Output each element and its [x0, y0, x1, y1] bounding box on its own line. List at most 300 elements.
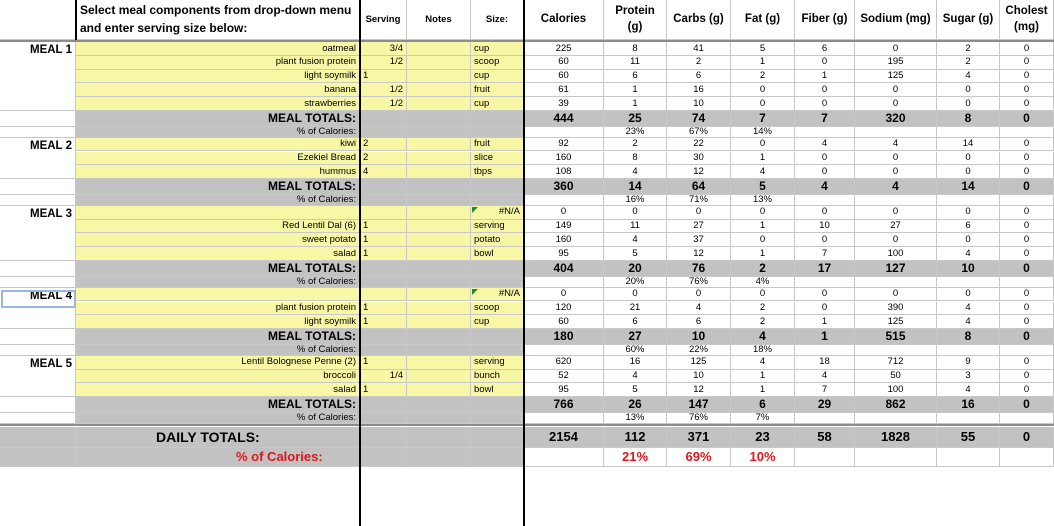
nutrient-cell: 4	[937, 70, 1000, 84]
food-cell[interactable]: Lentil Bolognese Penne (2)	[76, 356, 360, 370]
nutrient-cell: 60	[524, 70, 604, 84]
error-flag-icon	[472, 207, 478, 213]
blank-cell	[0, 111, 76, 127]
nutrient-cell: 2	[731, 302, 795, 316]
nutrient-cell: 160	[524, 152, 604, 166]
daily-total-cell: 0	[1000, 427, 1054, 448]
food-cell[interactable]: salad	[76, 247, 360, 261]
meal-totals-label: MEAL TOTALS:	[76, 179, 360, 195]
nutrient-cell: 1	[731, 370, 795, 384]
nutrient-cell: 50	[855, 370, 937, 384]
food-cell[interactable]	[76, 288, 360, 302]
blank-cell	[795, 195, 855, 206]
nutrient-cell: 4	[667, 302, 731, 316]
serving-cell[interactable]: 1	[360, 302, 407, 316]
meal-totals-label: MEAL TOTALS:	[76, 111, 360, 127]
daily-total-cell: 2154	[524, 427, 604, 448]
blank-cell	[795, 277, 855, 288]
meal-total-cell: 8	[937, 329, 1000, 345]
meal-percent-cell: 22%	[667, 345, 731, 356]
notes-cell[interactable]	[407, 233, 471, 247]
nutrient-cell: 195	[855, 56, 937, 70]
nutrient-cell: 4	[795, 370, 855, 384]
nutrient-cell: 11	[604, 56, 667, 70]
nutrient-cell: 6	[667, 315, 731, 329]
blank-cell	[0, 195, 76, 206]
size-cell: #N/A	[471, 288, 524, 302]
blank-cell	[407, 345, 471, 356]
pct-calories-label: % of Calories:	[76, 277, 360, 288]
nutrient-cell: 12	[667, 383, 731, 397]
nutrient-cell: 390	[855, 302, 937, 316]
serving-cell[interactable]: 1/2	[360, 97, 407, 111]
nutrient-cell: 0	[795, 288, 855, 302]
blank-cell	[937, 277, 1000, 288]
meal-total-cell: 4	[795, 179, 855, 195]
nutrient-cell: 0	[795, 83, 855, 97]
nutrient-cell: 0	[731, 206, 795, 220]
meal-total-cell: 515	[855, 329, 937, 345]
blank-cell	[407, 413, 471, 424]
nutrient-cell: 0	[937, 206, 1000, 220]
meal-total-cell: 0	[1000, 111, 1054, 127]
nutrient-cell: 22	[667, 138, 731, 152]
blank-cell	[0, 127, 76, 138]
food-cell[interactable]: light soymilk	[76, 315, 360, 329]
nutrient-cell: 27	[855, 220, 937, 234]
nutrient-cell: 1	[731, 56, 795, 70]
food-cell[interactable]: salad	[76, 383, 360, 397]
blank-cell	[0, 448, 76, 467]
sodium-header: Sodium (mg)	[855, 0, 937, 40]
nutrient-cell: 10	[667, 370, 731, 384]
fat-header: Fat (g)	[731, 0, 795, 40]
nutrient-cell: 0	[937, 152, 1000, 166]
nutrient-cell: 0	[795, 56, 855, 70]
notes-cell[interactable]	[407, 56, 471, 70]
nutrient-cell: 0	[855, 152, 937, 166]
corner-cell	[0, 0, 76, 40]
meal-total-cell: 0	[1000, 179, 1054, 195]
daily-percent-cell: 69%	[667, 448, 731, 467]
blank-cell	[360, 277, 407, 288]
nutrient-cell: 149	[524, 220, 604, 234]
nutrient-cell: 0	[1000, 206, 1054, 220]
nutrient-cell: 7	[795, 383, 855, 397]
nutrient-cell: 12	[667, 247, 731, 261]
nutrient-cell: 1	[795, 70, 855, 84]
nutrient-cell: 0	[855, 206, 937, 220]
meal-total-cell: 29	[795, 397, 855, 413]
size-cell: serving	[471, 220, 524, 234]
blank-cell	[360, 111, 407, 127]
meal-percent-cell: 20%	[604, 277, 667, 288]
serving-cell[interactable]: 3/4	[360, 42, 407, 56]
nutrient-cell: 0	[795, 302, 855, 316]
meal-total-cell: 14	[937, 179, 1000, 195]
sugar-header: Sugar (g)	[937, 0, 1000, 40]
serving-cell[interactable]: 1	[360, 356, 407, 370]
meal-percent-cell: 60%	[604, 345, 667, 356]
meal-total-cell: 76	[667, 261, 731, 277]
blank-cell	[855, 448, 937, 467]
nutrient-cell: 9	[937, 356, 1000, 370]
nutrient-cell: 0	[1000, 42, 1054, 56]
blank-cell	[407, 261, 471, 277]
blank-cell	[471, 427, 524, 448]
notes-cell[interactable]	[407, 315, 471, 329]
meal-percent-cell: 7%	[731, 413, 795, 424]
food-cell[interactable]: banana	[76, 83, 360, 97]
daily-totals-label: DAILY TOTALS:	[76, 427, 360, 448]
size-cell: scoop	[471, 56, 524, 70]
nutrient-cell: 0	[1000, 288, 1054, 302]
notes-cell[interactable]	[407, 302, 471, 316]
blank-cell	[795, 413, 855, 424]
nutrient-cell: 2	[667, 56, 731, 70]
nutrient-cell: 16	[604, 356, 667, 370]
blank-cell	[1000, 345, 1054, 356]
notes-cell[interactable]	[407, 165, 471, 179]
blank-cell	[855, 195, 937, 206]
daily-pct-label: % of Calories:	[76, 448, 360, 467]
meal-total-cell: 0	[1000, 261, 1054, 277]
meal-total-cell: 1	[795, 329, 855, 345]
nutrient-cell: 95	[524, 247, 604, 261]
serving-cell[interactable]: 1	[360, 233, 407, 247]
meal-percent-cell: 4%	[731, 277, 795, 288]
nutrient-cell: 7	[795, 247, 855, 261]
size-cell: slice	[471, 152, 524, 166]
meal-total-cell: 320	[855, 111, 937, 127]
meal-total-cell: 16	[937, 397, 1000, 413]
serving-cell[interactable]: 2	[360, 152, 407, 166]
blank-cell	[0, 427, 76, 448]
notes-cell[interactable]	[407, 356, 471, 370]
nutrient-cell: 0	[1000, 56, 1054, 70]
size-cell: cup	[471, 97, 524, 111]
blank-cell	[471, 397, 524, 413]
meal-percent-cell: 18%	[731, 345, 795, 356]
daily-separator	[0, 424, 1054, 426]
blank-cell	[471, 261, 524, 277]
blank-cell	[360, 329, 407, 345]
daily-total-cell: 23	[731, 427, 795, 448]
blank-cell	[471, 111, 524, 127]
serving-cell[interactable]: 4	[360, 165, 407, 179]
blank-cell	[524, 127, 604, 138]
serving-cell[interactable]: 1/4	[360, 370, 407, 384]
meal-label: MEAL 1	[0, 42, 76, 111]
nutrient-cell: 4	[937, 315, 1000, 329]
food-cell[interactable]: hummus	[76, 165, 360, 179]
nutrient-cell: 0	[855, 288, 937, 302]
nutrient-cell: 0	[667, 288, 731, 302]
nutrient-cell: 11	[604, 220, 667, 234]
nutrient-cell: 0	[1000, 97, 1054, 111]
meal-total-cell: 10	[937, 261, 1000, 277]
nutrient-cell: 2	[937, 42, 1000, 56]
nutrient-cell: 1	[731, 383, 795, 397]
blank-cell	[471, 413, 524, 424]
serving-cell[interactable]: 1	[360, 383, 407, 397]
nutrient-cell: 0	[855, 233, 937, 247]
nutrient-cell: 39	[524, 97, 604, 111]
notes-cell[interactable]	[407, 370, 471, 384]
blank-cell	[937, 195, 1000, 206]
nutrient-cell: 0	[1000, 315, 1054, 329]
nutrient-cell: 0	[1000, 370, 1054, 384]
blank-cell	[0, 261, 76, 277]
notes-cell[interactable]	[407, 247, 471, 261]
serving-cell[interactable]: 1/2	[360, 83, 407, 97]
blank-cell	[937, 345, 1000, 356]
nutrient-cell: 92	[524, 138, 604, 152]
nutrient-cell: 120	[524, 302, 604, 316]
nutrient-cell: 0	[731, 288, 795, 302]
blank-cell	[524, 195, 604, 206]
size-cell: #N/A	[471, 206, 524, 220]
notes-cell[interactable]	[407, 83, 471, 97]
serving-cell[interactable]: 1/2	[360, 56, 407, 70]
nutrient-cell: 0	[604, 206, 667, 220]
nutrient-cell: 0	[795, 206, 855, 220]
nutrient-cell: 0	[795, 233, 855, 247]
notes-cell[interactable]	[407, 42, 471, 56]
serving-cell[interactable]: 1	[360, 70, 407, 84]
serving-cell[interactable]: 1	[360, 247, 407, 261]
nutrient-cell: 2	[731, 315, 795, 329]
nutrient-cell: 0	[731, 138, 795, 152]
size-cell: fruit	[471, 138, 524, 152]
meal-total-cell: 6	[731, 397, 795, 413]
nutrient-cell: 60	[524, 315, 604, 329]
nutrient-cell: 1	[731, 247, 795, 261]
food-cell[interactable]: broccoli	[76, 370, 360, 384]
food-cell[interactable]: oatmeal	[76, 42, 360, 56]
meal-label: MEAL 2	[0, 138, 76, 179]
food-cell[interactable]: Red Lentil Dal (6)	[76, 220, 360, 234]
meal-total-cell: 64	[667, 179, 731, 195]
nutrient-cell: 0	[855, 165, 937, 179]
meal-total-cell: 74	[667, 111, 731, 127]
blank-cell	[795, 345, 855, 356]
nutrient-cell: 4	[604, 370, 667, 384]
meal-total-cell: 20	[604, 261, 667, 277]
nutrient-cell: 4	[795, 138, 855, 152]
meal-total-cell: 5	[731, 179, 795, 195]
nutrient-cell: 61	[524, 83, 604, 97]
meal-total-cell: 360	[524, 179, 604, 195]
size-cell: bunch	[471, 370, 524, 384]
notes-header: Notes	[407, 0, 471, 40]
nutrient-cell: 0	[1000, 152, 1054, 166]
nutrient-cell: 4	[604, 233, 667, 247]
size-cell: potato	[471, 233, 524, 247]
blank-cell	[1000, 413, 1054, 424]
food-cell[interactable]: light soymilk	[76, 70, 360, 84]
blank-cell	[0, 345, 76, 356]
food-cell[interactable]: plant fusion protein	[76, 56, 360, 70]
blank-cell	[524, 448, 604, 467]
size-header: Size:	[471, 0, 524, 40]
nutrient-cell: 4	[731, 356, 795, 370]
nutrient-cell: 95	[524, 383, 604, 397]
carbs-header: Carbs (g)	[667, 0, 731, 40]
nutrient-cell: 18	[795, 356, 855, 370]
nutrient-cell: 6	[604, 70, 667, 84]
notes-cell[interactable]	[407, 152, 471, 166]
meal-percent-cell: 16%	[604, 195, 667, 206]
meal-total-cell: 4	[731, 329, 795, 345]
nutrient-cell: 41	[667, 42, 731, 56]
nutrient-cell: 16	[667, 83, 731, 97]
nutrient-cell: 6	[795, 42, 855, 56]
blank-cell	[360, 397, 407, 413]
daily-total-cell: 371	[667, 427, 731, 448]
meal-total-cell: 766	[524, 397, 604, 413]
blank-cell	[360, 195, 407, 206]
size-cell: bowl	[471, 383, 524, 397]
nutrient-cell: 4	[731, 165, 795, 179]
blank-cell	[524, 277, 604, 288]
nutrient-cell: 0	[1000, 356, 1054, 370]
daily-total-cell: 112	[604, 427, 667, 448]
daily-percent-cell: 10%	[731, 448, 795, 467]
nutrient-cell: 0	[1000, 83, 1054, 97]
column-divider	[523, 0, 525, 526]
blank-cell	[407, 277, 471, 288]
nutrient-cell: 712	[855, 356, 937, 370]
serving-cell[interactable]: 1	[360, 315, 407, 329]
serving-cell[interactable]	[360, 288, 407, 302]
size-cell: tbps	[471, 165, 524, 179]
blank-cell	[524, 413, 604, 424]
nutrient-cell: 5	[731, 42, 795, 56]
notes-cell[interactable]	[407, 206, 471, 220]
meal-percent-cell: 23%	[604, 127, 667, 138]
meal-percent-cell: 76%	[667, 277, 731, 288]
pct-calories-label: % of Calories:	[76, 345, 360, 356]
meal-total-cell: 8	[937, 111, 1000, 127]
fiber-header: Fiber (g)	[795, 0, 855, 40]
food-cell[interactable]	[76, 206, 360, 220]
nutrient-cell: 27	[667, 220, 731, 234]
instruction-header: Select meal components from drop-down menu and enter serving size below:	[76, 0, 360, 40]
meal-total-cell: 0	[1000, 329, 1054, 345]
nutrient-cell: 0	[1000, 233, 1054, 247]
blank-cell	[937, 448, 1000, 467]
daily-total-cell: 1828	[855, 427, 937, 448]
nutrient-cell: 0	[937, 233, 1000, 247]
size-cell: cup	[471, 42, 524, 56]
blank-cell	[471, 179, 524, 195]
serving-cell[interactable]	[360, 206, 407, 220]
nutrient-cell: 0	[1000, 70, 1054, 84]
notes-cell[interactable]	[407, 383, 471, 397]
nutrient-cell: 2	[604, 138, 667, 152]
nutrient-cell: 10	[667, 97, 731, 111]
meal-total-cell: 14	[604, 179, 667, 195]
blank-cell	[524, 345, 604, 356]
nutrient-cell: 0	[937, 165, 1000, 179]
pct-calories-label: % of Calories:	[76, 195, 360, 206]
blank-cell	[1000, 277, 1054, 288]
meal-total-cell: 10	[667, 329, 731, 345]
nutrient-cell: 620	[524, 356, 604, 370]
meal-total-cell: 2	[731, 261, 795, 277]
size-cell: fruit	[471, 83, 524, 97]
meal-total-cell: 7	[795, 111, 855, 127]
nutrient-cell: 0	[937, 288, 1000, 302]
nutrient-cell: 5	[604, 247, 667, 261]
blank-cell	[407, 111, 471, 127]
daily-total-cell: 55	[937, 427, 1000, 448]
food-cell[interactable]: strawberries	[76, 97, 360, 111]
selected-cell-highlight[interactable]	[1, 290, 76, 308]
blank-cell	[360, 127, 407, 138]
blank-cell	[407, 329, 471, 345]
notes-cell[interactable]	[407, 97, 471, 111]
notes-cell[interactable]	[407, 138, 471, 152]
serving-cell[interactable]: 2	[360, 138, 407, 152]
daily-percent-cell: 21%	[604, 448, 667, 467]
pct-calories-label: % of Calories:	[76, 127, 360, 138]
nutrient-cell: 0	[731, 97, 795, 111]
blank-cell	[471, 329, 524, 345]
nutrient-cell: 100	[855, 247, 937, 261]
nutrient-cell: 1	[604, 83, 667, 97]
meal-total-cell: 0	[1000, 397, 1054, 413]
blank-cell	[471, 195, 524, 206]
notes-cell[interactable]	[407, 220, 471, 234]
blank-cell	[360, 345, 407, 356]
blank-cell	[360, 413, 407, 424]
blank-cell	[360, 427, 407, 448]
column-divider	[75, 0, 77, 40]
serving-cell[interactable]: 1	[360, 220, 407, 234]
meal-percent-cell: 14%	[731, 127, 795, 138]
food-cell[interactable]: Ezekiel Bread	[76, 152, 360, 166]
food-cell[interactable]: plant fusion protein	[76, 302, 360, 316]
meal-label: MEAL 5	[0, 356, 76, 397]
notes-cell[interactable]	[407, 288, 471, 302]
food-cell[interactable]: sweet potato	[76, 233, 360, 247]
nutrient-cell: 0	[795, 152, 855, 166]
serving-header: Serving	[360, 0, 407, 40]
nutrient-cell: 4	[937, 383, 1000, 397]
notes-cell[interactable]	[407, 70, 471, 84]
food-cell[interactable]: kiwi	[76, 138, 360, 152]
meal-total-cell: 147	[667, 397, 731, 413]
blank-cell	[0, 277, 76, 288]
cholest-header: Cholest (mg)	[1000, 0, 1054, 40]
blank-cell	[795, 127, 855, 138]
nutrient-cell: 52	[524, 370, 604, 384]
nutrient-cell: 100	[855, 383, 937, 397]
nutrient-cell: 0	[937, 83, 1000, 97]
nutrient-cell: 1	[731, 152, 795, 166]
blank-cell	[937, 413, 1000, 424]
meal-percent-cell: 76%	[667, 413, 731, 424]
meal-total-cell: 4	[855, 179, 937, 195]
blank-cell	[855, 413, 937, 424]
meal-percent-cell: 67%	[667, 127, 731, 138]
blank-cell	[360, 448, 407, 467]
nutrient-cell: 225	[524, 42, 604, 56]
blank-cell	[1000, 448, 1054, 467]
blank-cell	[407, 127, 471, 138]
